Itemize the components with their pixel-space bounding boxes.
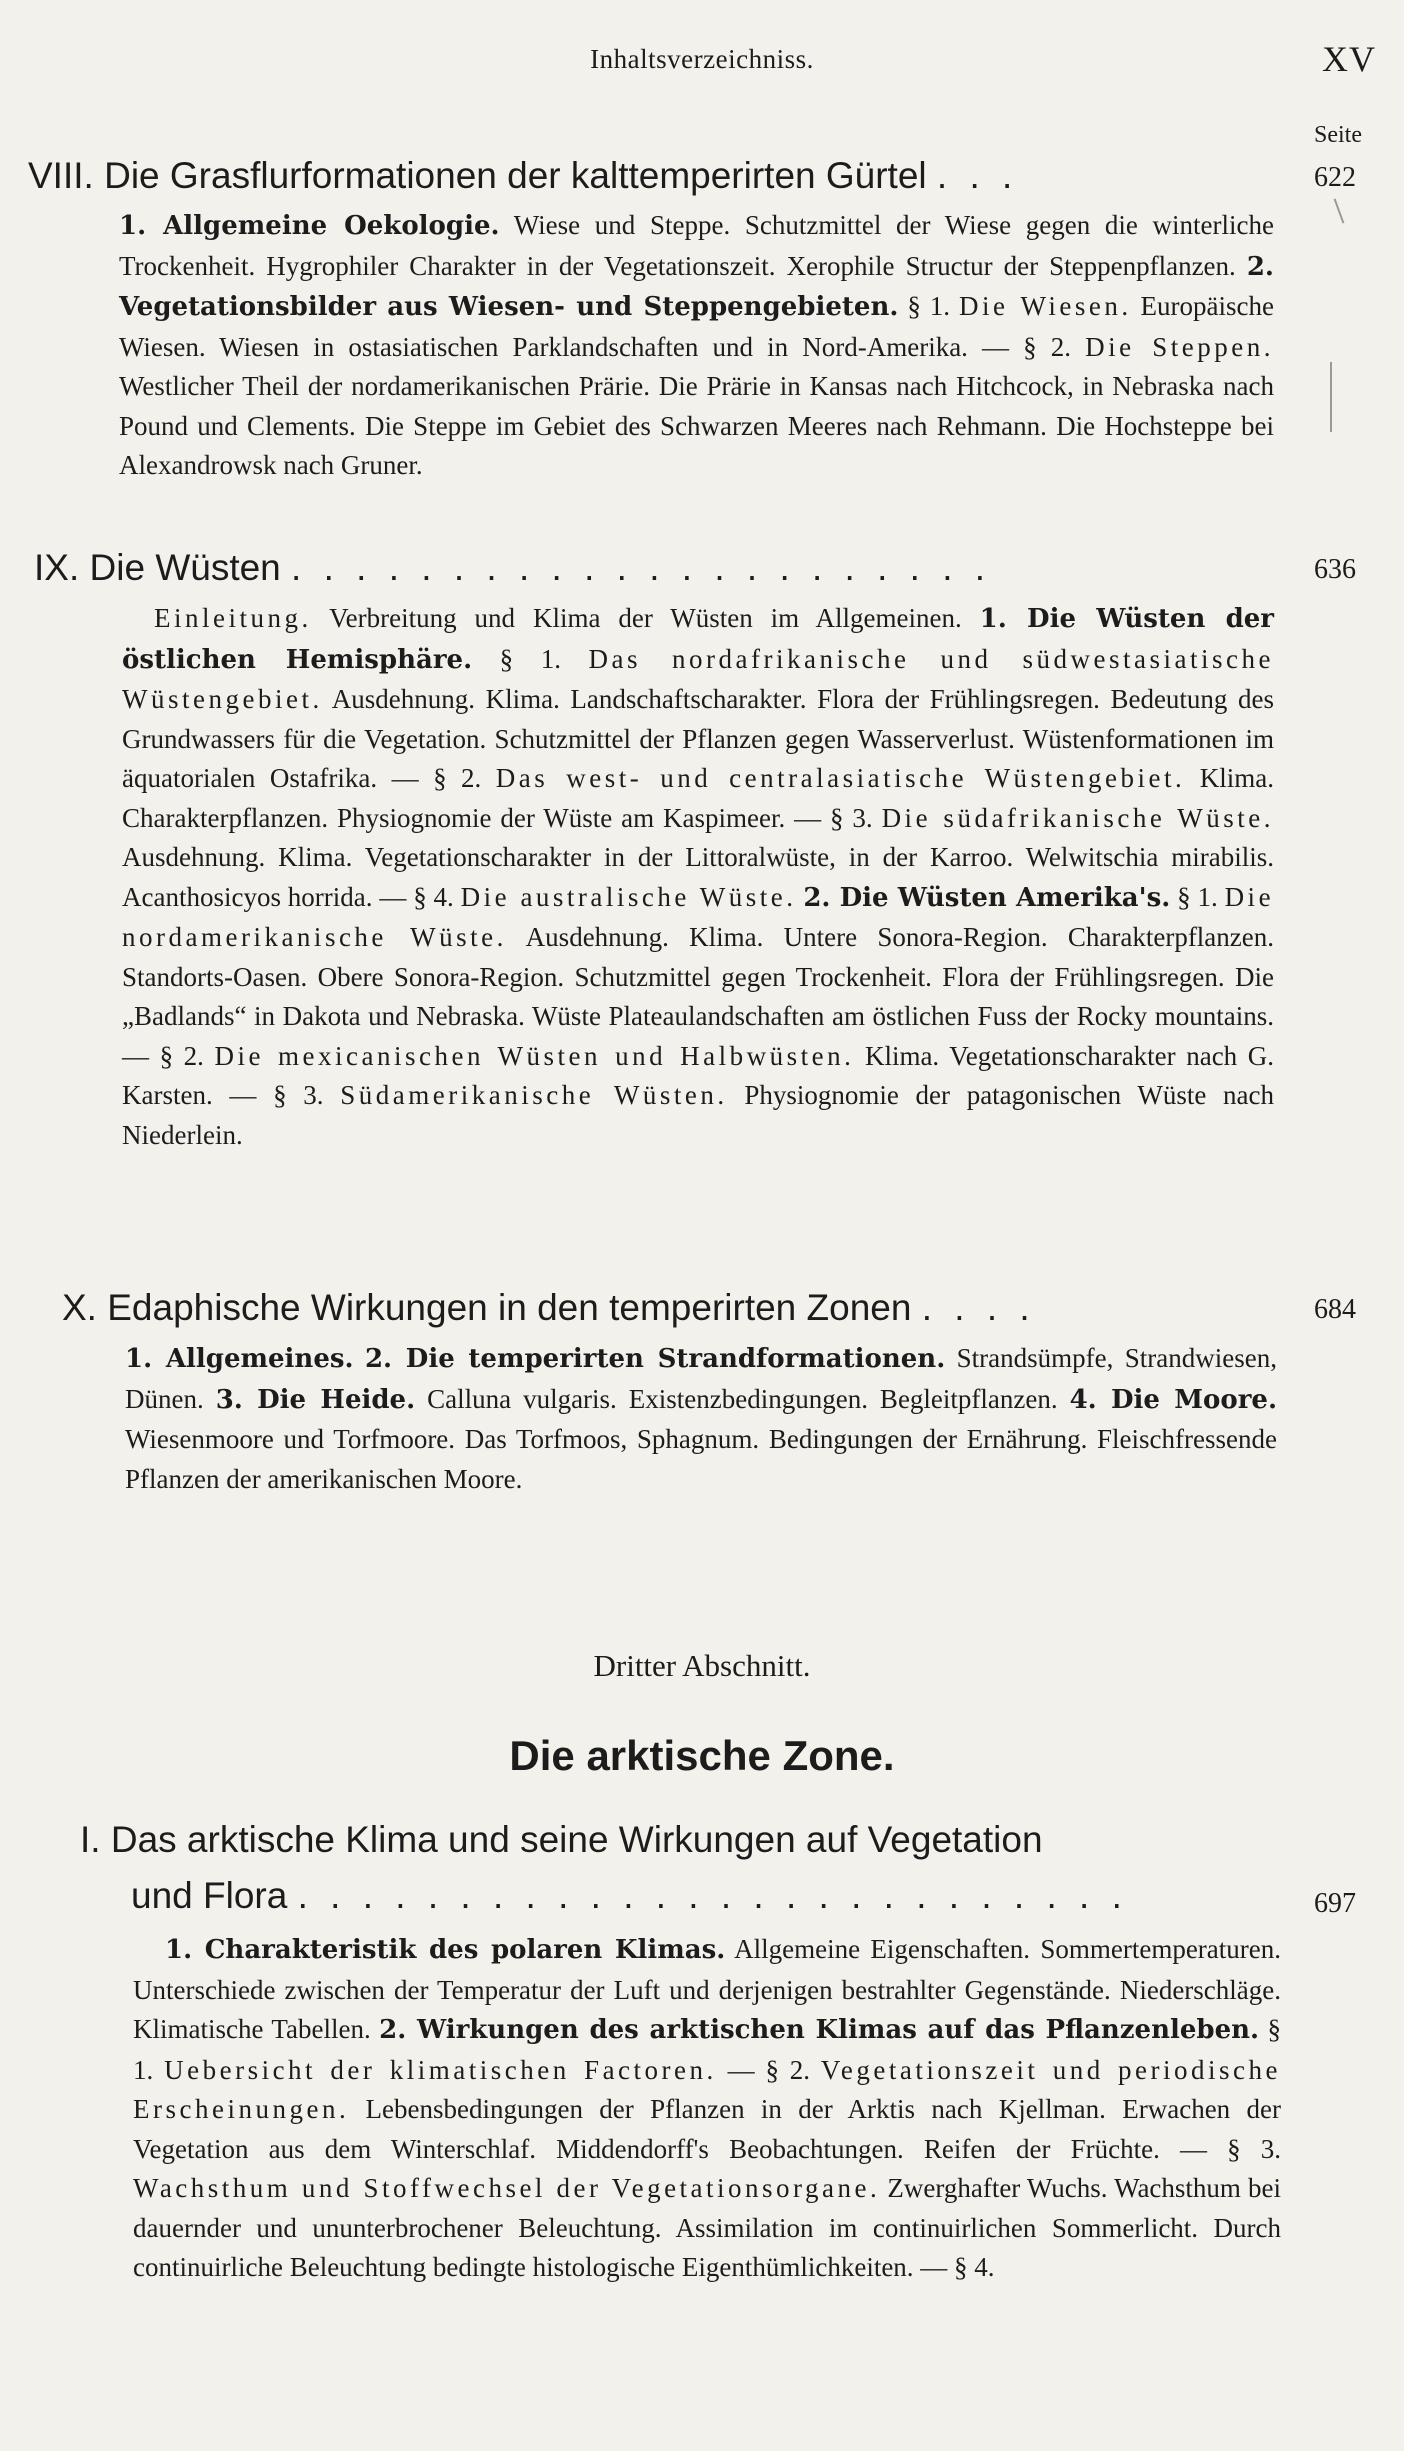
subheading: 1. Charakteristik des polaren Klimas. [165,1935,726,1965]
entry-page: 622 [1314,162,1356,193]
entry-number: I. [80,1819,101,1860]
entry-title: Die Grasflurformationen der kalttemperirten Gürtel [104,155,927,196]
entry-number: IX. [34,547,80,588]
subheading: 3. Die Heide. [215,1384,416,1415]
leader-dots: . . . . . . . . . . . . . . . . . . . . . . [291,547,992,588]
toc-entry-ix[interactable] [0,540,1404,596]
entry-page: 684 [1314,1294,1356,1325]
entry-heading [0,1812,1404,1868]
entry-title-continued: und Flora [131,1875,288,1916]
entry-heading [0,148,1404,204]
margin-mark [1330,362,1332,432]
entry-heading [0,540,1404,596]
entry-number: VIII. [28,155,94,196]
subheading: 2. Wirkungen des arktischen Klimas auf das Pflanzenleben. [379,2015,1260,2045]
subheading: 1. Die Wüsten der östlichen Hemisphäre. [122,604,1274,675]
subheading: 1. Allgemeine Oekologie. [119,211,500,241]
entry-page: 697 [1314,1888,1356,1919]
subheading: 2. Die temperirten Strandformationen. [364,1344,946,1374]
entry-title: Das arktische Klima und seine Wirkungen auf Vegetation [110,1819,1043,1860]
entry-ix-summary: Einleitung. Verbreitung und Klima der Wüsten im Allgemeinen. 1. Die Wüsten der östlichen Hemisphäre. § 1. Das nordafrikanische und südwestasiatische Wüstengebiet. Ausdehnung. Klima. Landschaftscharakter. Flora der Frühlingsregen. Bedeutung des Grundwassers für die Vegetation. Schutzmittel der Pflanzen gegen Wasserverlust. Wüstenformationen im äquatorialen Ostafrika. — § 2. Das west- und centralasiatische Wüstengebiet. Klima. Charakterpflanzen. Physiognomie der Wüste am Kaspimeer. — § 3. Die südafrikanische Wüste. Ausdehnung. Klima. Vegetationscharakter in der Littoralwüste, in der Karroo. Welwitschia mirabilis. Acanthosicyos horrida. — § 4. Die australische Wüste. 2. Die Wüsten Amerika's. § 1. Die nordamerikanische Wüste. Ausdehnung. Klima. Untere Sonora-Region. Charakterpflanzen. Standorts-Oasen. Obere Sonora-Region. Schutzmittel gegen Trockenheit. Flora der Frühlingsregen. Die „Badlands“ in Dakota und Nebraska. Wüste Plateaulandschaften am östlichen Fuss der Rocky mountains. — § 2. Die mexicanischen Wüsten und Halbwüsten. Klima. Vegetationscharakter nach G. Karsten. — § 3. Südamerikanische Wüsten. Physiognomie der patagonischen Wüste nach Niederlein. [122,603,1275,1150]
entry-title: Die Wüsten [89,547,281,588]
toc-entry-x[interactable] [0,1280,1404,1336]
entry-heading-continued [0,1868,1404,1924]
entry-number: X. [62,1287,97,1328]
subheading: 2. Die Wüsten Amerika's. [803,882,1171,913]
entry-page: 636 [1314,554,1356,585]
entry-arctic-i-summary: 1. Charakteristik des polaren Klimas. Allgemeine Eigenschaften. Sommertemperaturen. Unterschiede zwischen der Temperatur der Luft und derjenigen bestrahlter Gegenstände. Niederschläge. Klimatische Tabellen. 2. Wirkungen des arktischen Klimas auf das Pflanzenleben. § 1. Uebersicht der klimatischen Factoren. — § 2. Vegetationszeit und periodische Erscheinungen. Lebensbedingungen der Pflanzen in der Arktis nach Kjellman. Erwachen der Vegetation aus dem Winterschlaf. Middendorff's Beobachtungen. Reifen der Früchte. — § 3. Wachsthum und Stoffwechsel der Vegetationsorgane. Zwerghafter Wuchs. Wachsthum bei dauernder und ununterbrochener Beleuchtung. Assimilation im continuirlichen Sommerlicht. Durch continuirliche Beleuchtung bedingte histologische Eigenthümlichkeiten. — § 4. [133,1934,1282,2282]
section-label: Dritter Abschnitt. [593,1648,811,1683]
subheading: 2. Vegetationsbilder aus Wiesen- und Steppengebieten. [119,251,1274,322]
subheading: 1. Allgemeines. [125,1344,354,1374]
entry-viii-summary: 1. Allgemeine Oekologie. Wiese und Steppe. Schutzmittel der Wiese gegen die winterliche Trockenheit. Hygrophiler Charakter in der Vegetationszeit. Xerophile Structur der Steppenpflanzen. 2. Vegetationsbilder aus Wiesen- und Steppengebieten. § 1. Die Wiesen. Europäische Wiesen. Wiesen in ostasiatischen Parklandschaften und in Nord-Amerika. — § 2. Die Steppen. Westlicher Theil der nordamerikanischen Prärie. Die Prärie in Kansas nach Hitchcock, in Nebraska nach Pound und Clements. Die Steppe im Gebiet des Schwarzen Meeres nach Rehmann. Die Hochsteppe bei Alexandrowsk nach Gruner. [119,210,1275,480]
entry-title: Edaphische Wirkungen in den temperirten Zonen [107,1287,912,1328]
entry-heading [0,1280,1404,1336]
leader-dots: . . . . . . . . . . . . . . . . . . . . . . . . . . [297,1875,1128,1916]
toc-entry-viii[interactable] [0,148,1404,204]
entry-x-summary: 1. Allgemeines. 2. Die temperirten Strandformationen. Strandsümpfe, Strandwiesen, Dünen. 3. Die Heide. Calluna vulgaris. Existenzbedingungen. Begleitpflanzen. 4. Die Moore. Wiesenmoore und Torfmoore. Das Torfmoos, Sphagnum. Bedingungen der Ernährung. Fleischfressende Pflanzen der amerikanischen Moore. [125,1343,1278,1494]
zone-title: Die arktische Zone. [509,1732,895,1779]
running-head [0,38,1404,78]
leader-dots: . . . [936,155,1019,196]
page-folio: XV [1322,39,1376,79]
leader-dots: . . . . [921,1287,1036,1328]
toc-entry-arctic-i[interactable] [0,1812,1404,1924]
subheading: 4. Die Moore. [1069,1384,1278,1415]
running-title: Inhaltsverzeichniss. [590,44,814,74]
seite-column-label: Seite [1314,122,1362,148]
